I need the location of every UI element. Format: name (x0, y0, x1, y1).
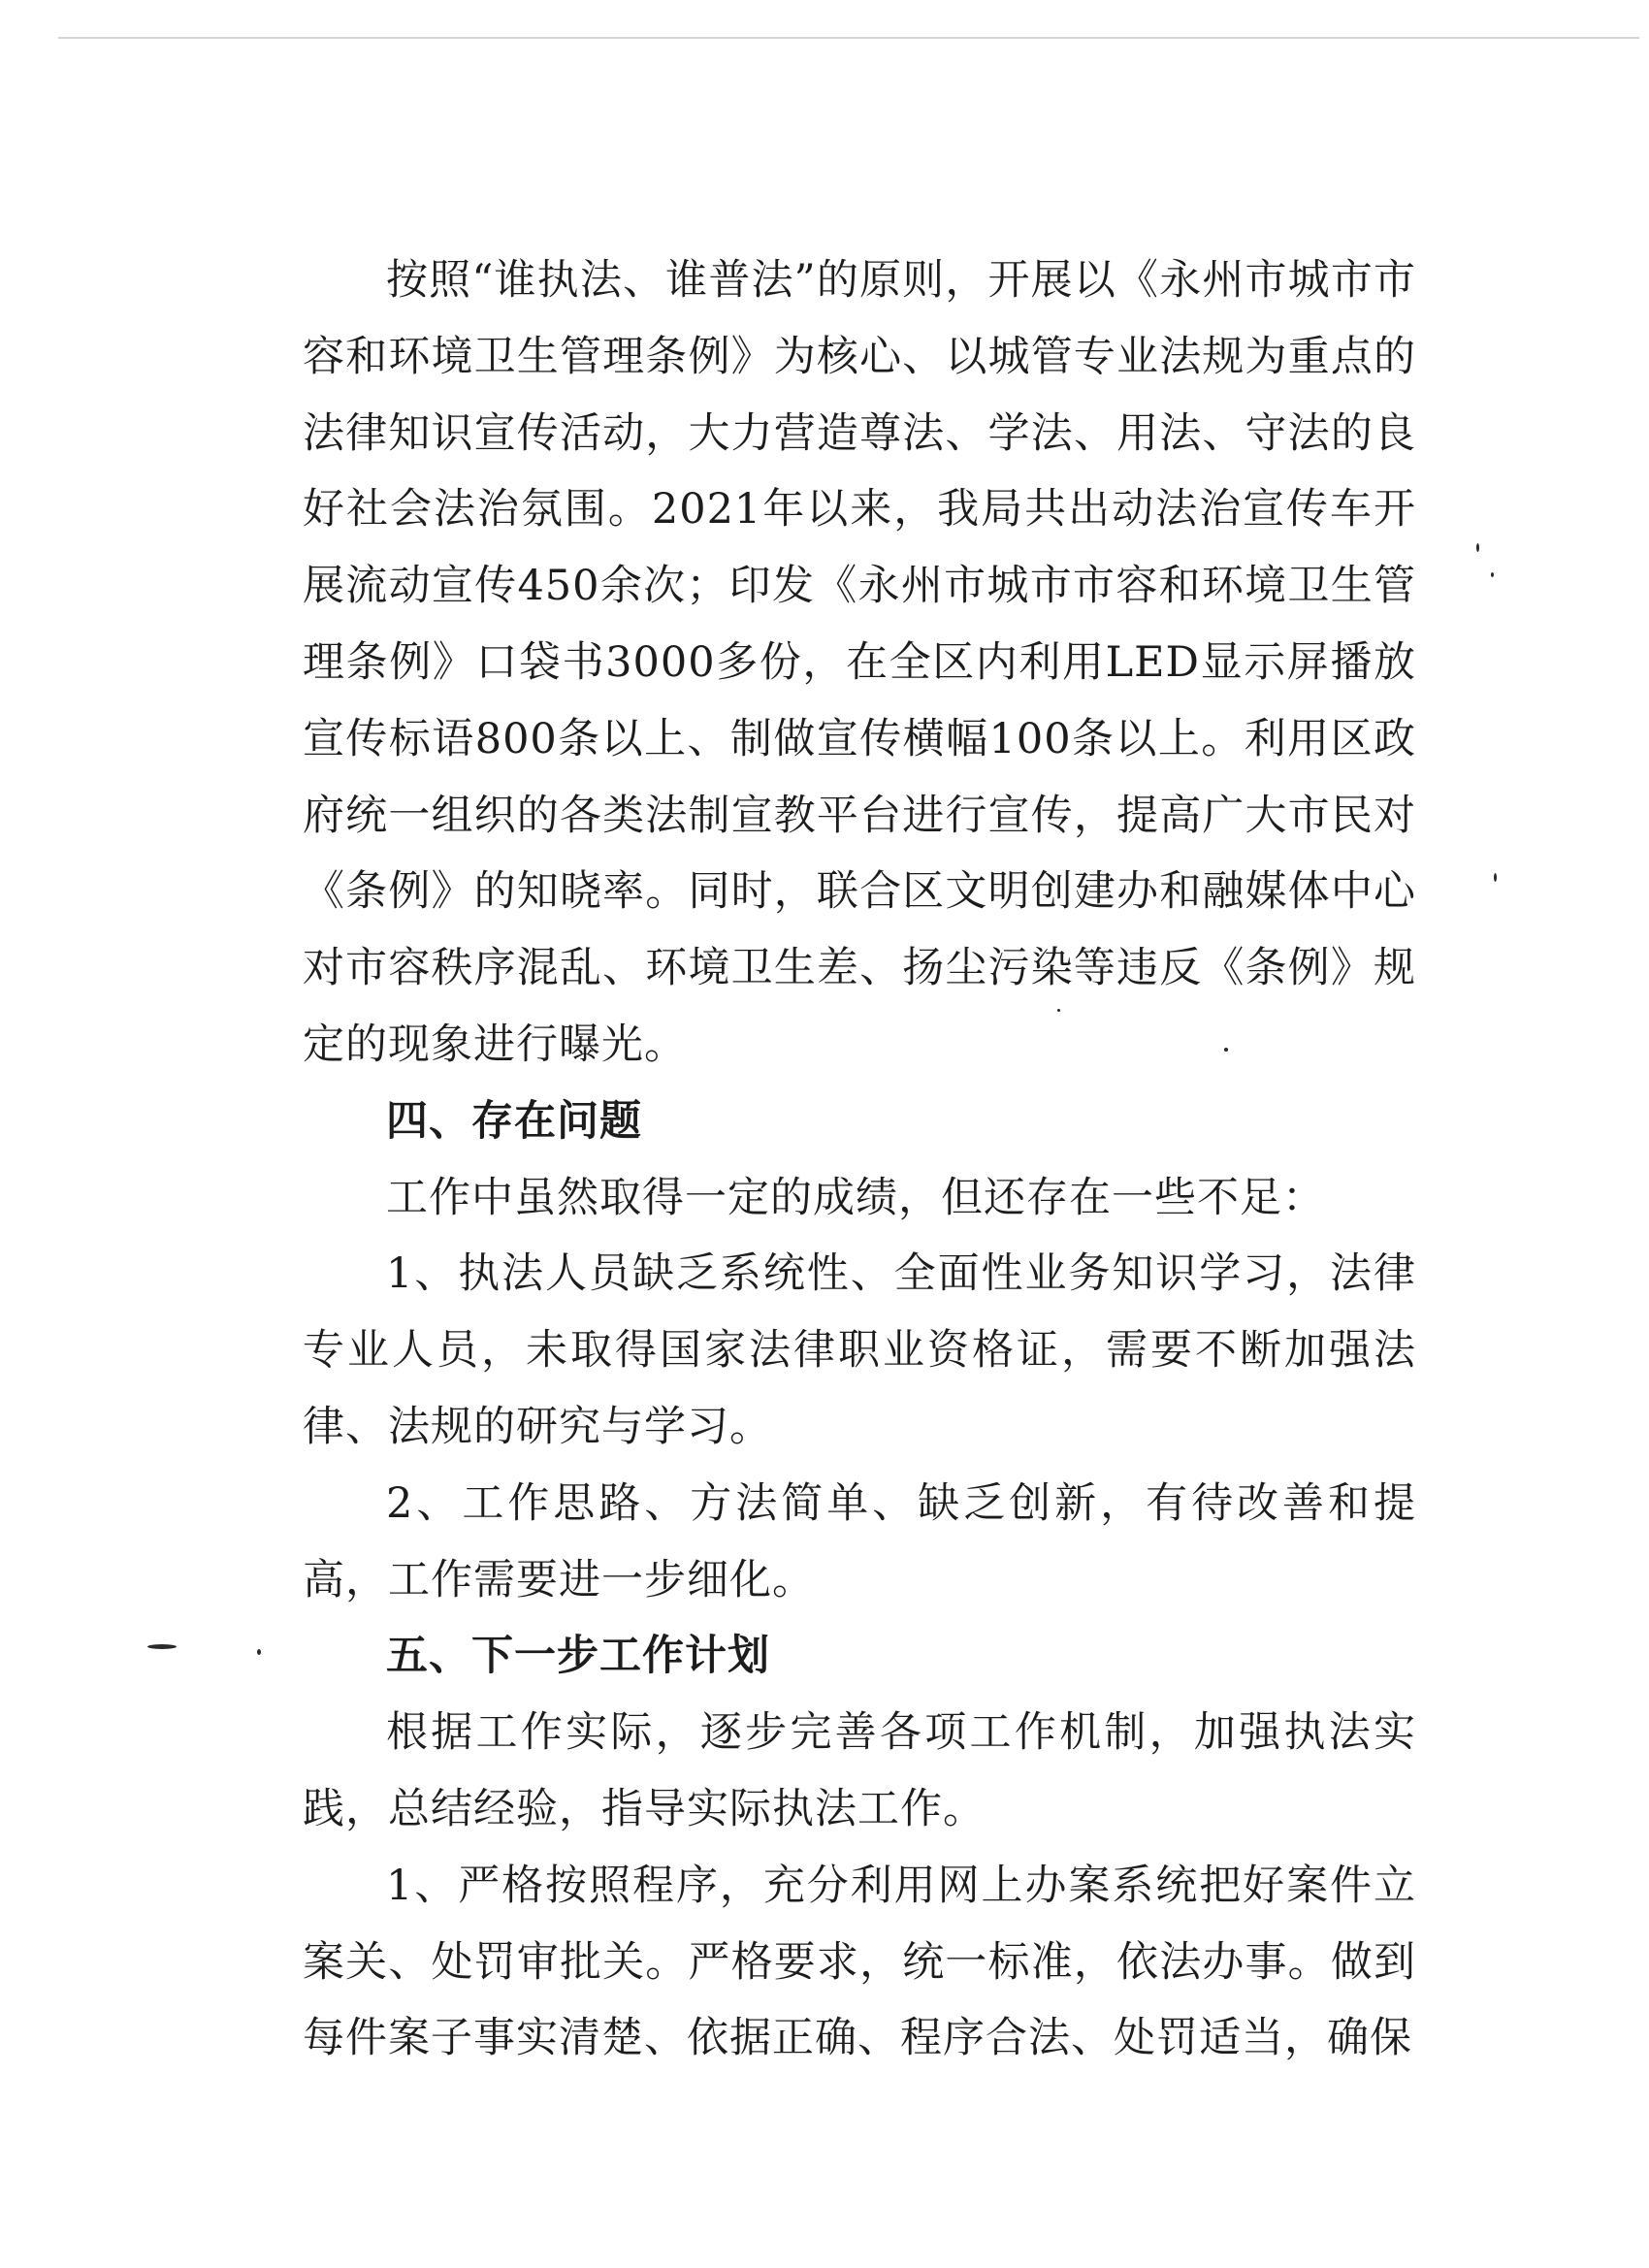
paragraph-publicity: 按照“谁执法、谁普法”的原则，开展以《永州市城市市容和环境卫生管理条例》为核心、以城管专业法规为重点的法律知识宣传活动，大力营造尊法、学法、用法、守法的良好社会法治氛围。2021年以来，我局共出动法治宣传车开展流动宣传450余次；印发《永州市城市市容和环境卫生管理条例》口袋书3000多份，在全区内利用LED显示屏播放宣传标语800条以上、制做宣传横幅100条以上。利用区政府统一组织的各类法制宣教平台进行宣传，提高广大市民对《条例》的知晓率。同时，联合区文明创建办和融媒体中心对市容秩序混乱、环境卫生差、扬尘污染等违反《条例》规定的现象进行曝光。 (303, 256, 1416, 1069)
scan-speck (1494, 873, 1497, 882)
paragraph-problems-intro: 工作中虽然取得一定的成绩，但还存在一些不足： (386, 1173, 1325, 1222)
scan-speck (1491, 572, 1494, 577)
document-body (303, 243, 1416, 2077)
scan-speck (1224, 1048, 1228, 1052)
scan-speck (147, 1644, 177, 1649)
scan-speck (257, 1649, 261, 1655)
section-heading-problems: 四、存在问题 (386, 1096, 642, 1146)
paragraph-next-steps-intro: 根据工作实际，逐步完善各项工作机制，加强执法实践，总结经验，指导实际执法工作。 (303, 1708, 1416, 1833)
section-heading-next-steps: 五、下一步工作计划 (386, 1632, 770, 1681)
paragraph-problem-1: 1、执法人员缺乏系统性、全面性业务知识学习，法律专业人员，未取得国家法律职业资格证，需要不断加强法律、法规的研究与学习。 (303, 1249, 1416, 1451)
scan-speck (1057, 1009, 1060, 1012)
paragraph-problem-2: 2、工作思路、方法简单、缺乏创新，有待改善和提高，工作需要进一步细化。 (303, 1478, 1416, 1604)
top-border-line (58, 37, 1639, 39)
paragraph-next-step-1: 1、严格按照程序，充分利用网上办案系统把好案件立案关、处罚审批关。严格要求，统一标准，依法办事。做到每件案子事实清楚、依据正确、程序合法、处罚适当，确保 (303, 1861, 1416, 2063)
scan-speck (1476, 543, 1479, 552)
